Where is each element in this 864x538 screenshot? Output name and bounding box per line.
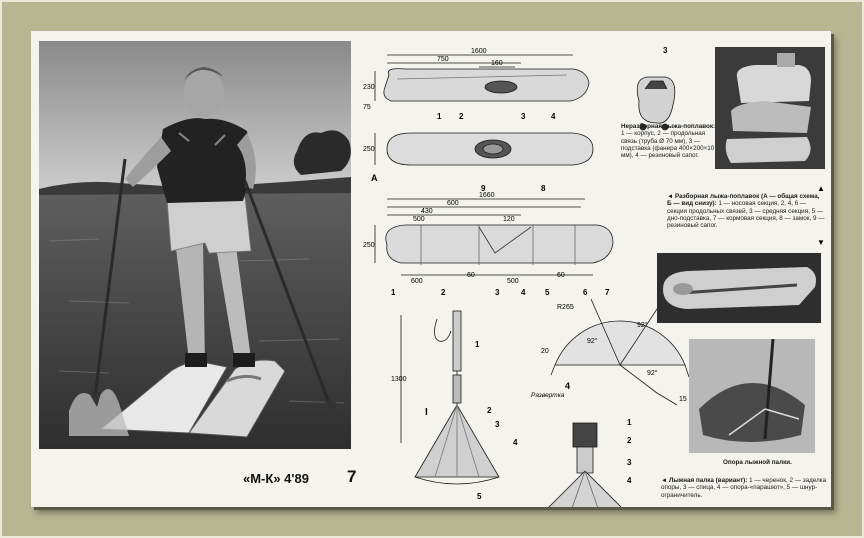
issue-label: «М-К» 4'89 — [243, 471, 309, 486]
dim-top-1600: 1600 — [471, 48, 487, 55]
part-top-1: 1 — [437, 112, 442, 121]
caption-pole-support: Опора лыжной палки. — [723, 459, 792, 466]
dim-a-600b: 600 — [411, 278, 423, 285]
dim-plan-250: 250 — [363, 146, 375, 153]
photo-pole-support — [689, 339, 815, 453]
dim-a-60: 60 — [467, 272, 475, 279]
dim-pole-1300: 1300 — [391, 376, 407, 383]
label-section-i: I — [425, 407, 428, 418]
part-a-bottom-7: 7 — [605, 288, 610, 297]
razvertka-caption: Развертка — [531, 392, 565, 399]
dim-r265: R265 — [557, 304, 574, 311]
caption-collapsible-ski — [667, 193, 825, 229]
dim-a-1660: 1660 — [479, 192, 495, 199]
part-detail-2: 2 — [627, 436, 632, 445]
part-a-top-8: 8 — [541, 184, 546, 193]
dim-ang-92a: 92° — [587, 338, 598, 345]
caption-ski-pole-text: 1 — черенок, 2 — заделка опоры, 3 — спица, 4 — опора-«парашют», 5 — шнур-ограничитель. — [661, 477, 827, 499]
dim-a-250: 250 — [363, 242, 375, 249]
part-a-bottom-1: 1 — [391, 288, 396, 297]
dim-a-60b: 60 — [557, 272, 565, 279]
photo-float-bottom-view — [657, 253, 821, 323]
dim-ang-92b: 92° — [637, 322, 648, 329]
part-razv-4: 4 — [565, 381, 571, 391]
part-a-bottom-5: 5 — [545, 288, 550, 297]
part-pole-2: 2 — [487, 406, 492, 415]
dim-side-75: 75 — [363, 104, 371, 111]
part-detail-1: 1 — [627, 418, 632, 427]
magazine-spread — [31, 31, 831, 507]
dim-side-230: 230 — [363, 84, 375, 91]
part-pole-5: 5 — [477, 492, 482, 501]
caption-fixed-ski — [621, 123, 717, 159]
caption-collapsible-ski-text: 1 — носовая секция, 2, 4, 6 — секции продольных связей, 3 — средняя секция, 5 — дно-подставка, 7 — кормовая секция, 8 — замок, 9 — резиновый сапог. — [667, 200, 825, 230]
dim-a-500: 500 — [413, 216, 425, 223]
photo-collapsible-float-parts — [715, 47, 825, 169]
dim-a-430: 430 — [421, 208, 433, 215]
caption-ski-pole — [661, 477, 827, 499]
part-a-bottom-4: 4 — [521, 288, 526, 297]
label-section-a: А — [371, 173, 378, 183]
caption-fixed-ski-title: Неразборная лыжа-поплавок: — [621, 123, 716, 130]
dim-15: 15 — [679, 396, 687, 403]
part-top-3: 3 — [521, 112, 526, 121]
caption-collapsible-ski-title: ◄ Разборная лыжа-поплавок (А — общая схема, Б — вид снизу): — [667, 193, 820, 208]
arrow-up-marker: ▲ — [817, 184, 825, 193]
dim-top-750: 750 — [437, 56, 449, 63]
part-detail-3: 3 — [627, 458, 632, 467]
dim-a-120: 120 — [503, 216, 515, 223]
dim-a-500b: 500 — [507, 278, 519, 285]
dim-a-600: 600 — [447, 200, 459, 207]
part-a-bottom-3: 3 — [495, 288, 500, 297]
caption-fixed-ski-text: 1 — корпус, 2 — продольная связь (труба Ø 70 мм), 3 — подставка (фанера 400×200×10 мм), 4 — резиновый сапог. — [621, 130, 715, 160]
part-pole-3: 3 — [495, 420, 500, 429]
part-top-2: 2 — [459, 112, 464, 121]
part-a-top-9: 9 — [481, 184, 486, 193]
dim-ang-92c: 92° — [647, 370, 658, 377]
caption-ski-pole-title: ◄ Лыжная палка (вариант): — [661, 477, 748, 484]
part-pole-1: 1 — [475, 340, 480, 349]
part-a-bottom-2: 2 — [441, 288, 446, 297]
dim-top-160: 160 — [491, 60, 503, 67]
part-front-3: 3 — [663, 46, 668, 55]
arrow-down-marker: ▼ — [817, 238, 825, 247]
part-pole-4: 4 — [513, 438, 518, 447]
page-number: 7 — [347, 467, 357, 486]
photo-man-on-float-skis — [39, 41, 351, 449]
dim-20: 20 — [541, 348, 549, 355]
part-detail-4: 4 — [627, 476, 632, 485]
part-a-bottom-6: 6 — [583, 288, 588, 297]
part-top-4: 4 — [551, 112, 556, 121]
